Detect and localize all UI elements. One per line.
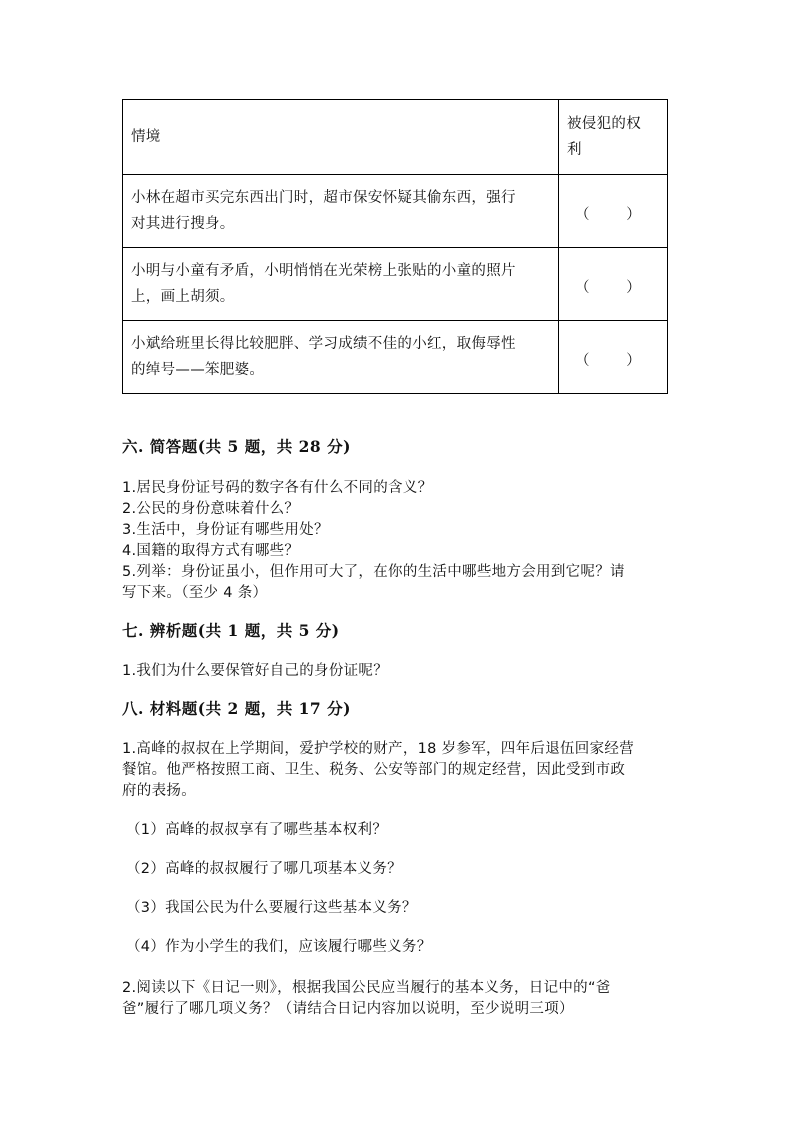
question-6-1: 1.居民身份证号码的数字各有什么不同的含义？ bbox=[122, 480, 433, 496]
situation-line: 小明与小童有矛盾，小明悄悄在光荣榜上张贴的小童的照片 bbox=[131, 263, 516, 279]
question-6-3: 3.生活中，身份证有哪些用处？ bbox=[122, 522, 329, 538]
situation-cell bbox=[123, 248, 559, 321]
header-situation: 情境 bbox=[123, 100, 559, 175]
table-header-row bbox=[123, 100, 668, 175]
sub-question-3: （3）我国公民为什么要履行这些基本义务？ bbox=[126, 900, 417, 916]
sub-question-1: （1）高峰的叔叔享有了哪些基本权利？ bbox=[126, 822, 388, 838]
sub-question-2: （2）高峰的叔叔履行了哪几项基本义务？ bbox=[126, 861, 402, 877]
situation-line: 小林在超市买完东西出门时，超市保安怀疑其偷东西，强行 bbox=[131, 190, 516, 206]
situation-cell bbox=[123, 175, 559, 248]
question-8-1-line3: 府的表扬。 bbox=[122, 783, 196, 799]
section-6-title: 六. 简答题(共 5 题，共 28 分) bbox=[122, 437, 351, 456]
table-row bbox=[123, 248, 668, 321]
table-row bbox=[123, 175, 668, 248]
situation-line: 小斌给班里长得比较肥胖、学习成绩不佳的小红，取侮辱性 bbox=[131, 336, 516, 352]
situation-line: 上，画上胡须。 bbox=[131, 289, 235, 305]
question-6-5-line1: 5.列举：身份证虽小，但作用可大了，在你的生活中哪些地方会用到它呢？请 bbox=[122, 564, 625, 580]
question-8-2-line1: 2.阅读以下《日记一则》，根据我国公民应当履行的基本义务，日记中的“爸 bbox=[122, 980, 611, 996]
question-8-1-line1: 1.高峰的叔叔在上学期间，爱护学校的财产，18 岁参军，四年后退伍回家经营 bbox=[122, 741, 634, 757]
answer-blank[interactable]: （ ） bbox=[559, 248, 668, 321]
answer-blank[interactable]: （ ） bbox=[559, 175, 668, 248]
question-8-2-line2: 爸”履行了哪几项义务？（请结合日记内容加以说明，至少说明三项） bbox=[122, 1001, 574, 1017]
rights-table bbox=[122, 99, 668, 394]
question-6-2: 2.公民的身份意味着什么？ bbox=[122, 501, 300, 517]
answer-blank[interactable]: （ ） bbox=[559, 321, 668, 394]
header-right-line1: 被侵犯的权 bbox=[567, 116, 641, 132]
question-8-1-line2: 餐馆。他严格按照工商、卫生、税务、公安等部门的规定经营，因此受到市政 bbox=[122, 762, 626, 778]
situation-line: 对其进行搜身。 bbox=[131, 216, 235, 232]
situation-line: 的绰号——笨肥婆。 bbox=[131, 362, 265, 378]
situation-cell bbox=[123, 321, 559, 394]
header-right-line2: 利 bbox=[567, 142, 582, 158]
question-6-4: 4.国籍的取得方式有哪些？ bbox=[122, 543, 300, 559]
question-7-1: 1.我们为什么要保管好自己的身份证呢？ bbox=[122, 663, 389, 679]
header-violated-right bbox=[559, 100, 668, 175]
section-7-title: 七. 辨析题(共 1 题，共 5 分) bbox=[122, 621, 340, 640]
question-6-5-line2: 写下来。（至少 4 条） bbox=[122, 585, 268, 601]
section-8-title: 八. 材料题(共 2 题，共 17 分) bbox=[122, 699, 351, 718]
sub-question-4: （4）作为小学生的我们，应该履行哪些义务？ bbox=[126, 939, 432, 955]
table-row bbox=[123, 321, 668, 394]
